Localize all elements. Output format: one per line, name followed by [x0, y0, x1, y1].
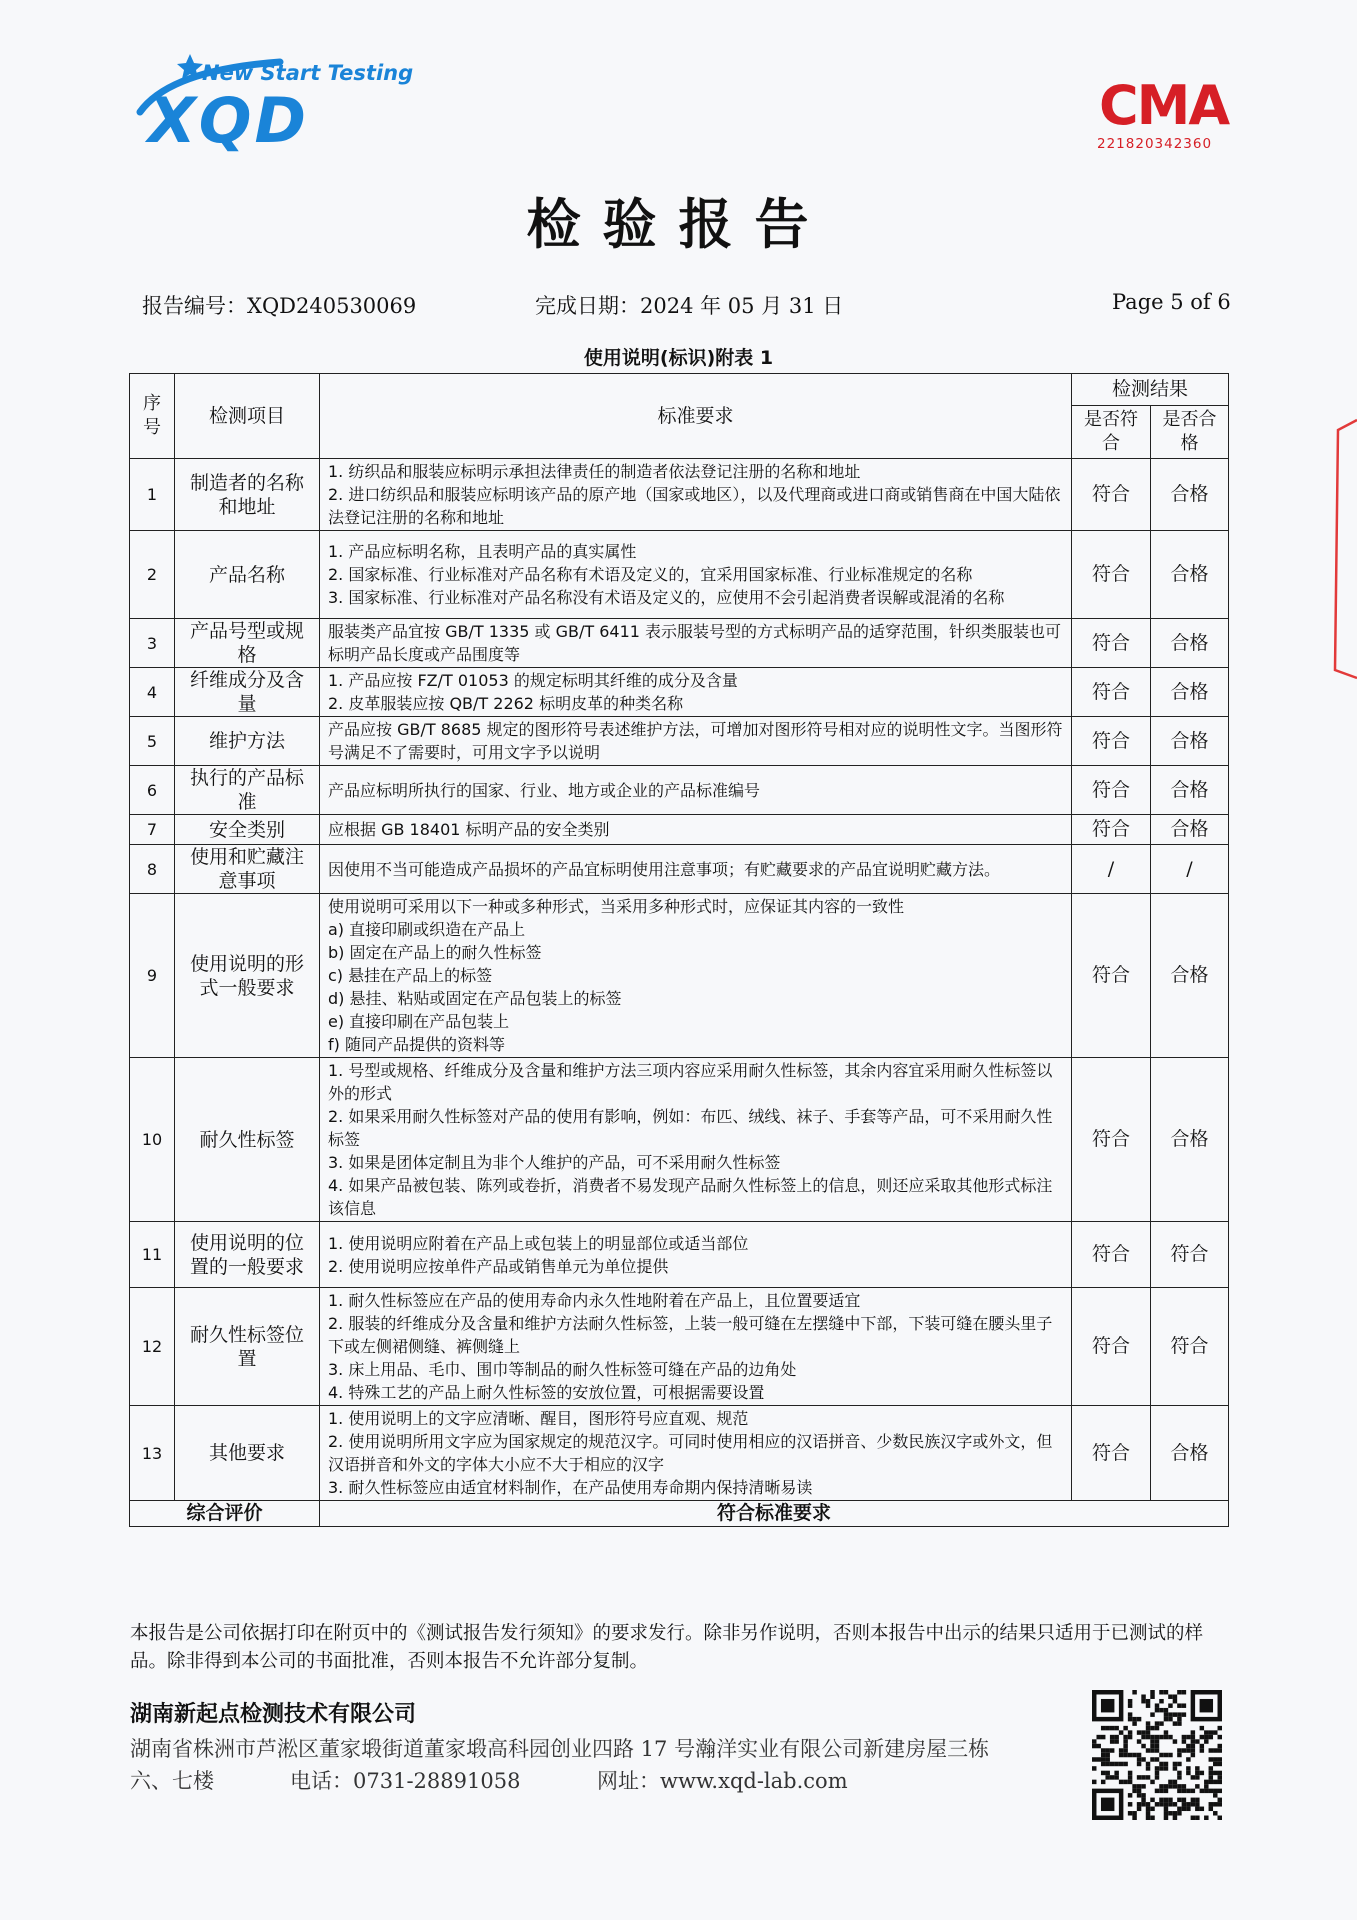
row-qualified: 合格: [1151, 668, 1229, 717]
requirement-line: b) 固定在产品上的耐久性标签: [328, 943, 542, 962]
completion-date: 完成日期：2024 年 05 月 31 日: [535, 294, 844, 318]
row-qualified: 符合: [1151, 1222, 1229, 1288]
row-number: 2: [130, 531, 175, 619]
row-requirement: [320, 717, 1072, 766]
row-number: 1: [130, 459, 175, 531]
row-qualified: 合格: [1151, 717, 1229, 766]
row-conform: 符合: [1072, 1058, 1151, 1222]
header-no: 序号: [130, 374, 175, 459]
requirement-line: 1. 号型或规格、纤维成分及含量和维护方法三项内容应采用耐久性标签，其余内容宜采用耐久性标签以外的形式: [328, 1061, 1053, 1103]
row-qualified: 合格: [1151, 894, 1229, 1058]
row-number: 3: [130, 619, 175, 668]
row-conform: 符合: [1072, 815, 1151, 845]
website: 网址：www.xqd-lab.com: [597, 1769, 848, 1793]
row-requirement: [320, 531, 1072, 619]
row-conform: 符合: [1072, 717, 1151, 766]
row-conform: 符合: [1072, 459, 1151, 531]
header-item: 检测项目: [175, 374, 320, 459]
row-qualified: 合格: [1151, 1406, 1229, 1501]
requirement-line: 2. 国家标准、行业标准对产品名称有术语及定义的，宜采用国家标准、行业标准规定的名称: [328, 565, 973, 584]
row-qualified: 合格: [1151, 815, 1229, 845]
row-number: 4: [130, 668, 175, 717]
requirement-line: 2. 使用说明所用文字应为国家规定的规范汉字。可同时使用相应的汉语拼音、少数民族汉字或外文，但汉语拼音和外文的字体大小应不大于相应的汉字: [328, 1432, 1053, 1474]
requirement-line: d) 悬挂、粘贴或固定在产品包装上的标签: [328, 989, 622, 1008]
row-qualified: /: [1151, 845, 1229, 894]
row-item: 使用说明的位置的一般要求: [175, 1222, 320, 1288]
row-number: 11: [130, 1222, 175, 1288]
svg-text:CMA: CMA: [1099, 74, 1229, 137]
row-number: 9: [130, 894, 175, 1058]
row-conform: 符合: [1072, 894, 1151, 1058]
table-caption: 使用说明(标识)附表 1: [583, 347, 774, 369]
row-number: 6: [130, 766, 175, 815]
requirement-line: 使用说明可采用以下一种或多种形式，当采用多种形式时，应保证其内容的一致性: [328, 897, 905, 916]
requirement-line: 2. 服装的纤维成分及含量和维护方法耐久性标签，上装一般可缝在左摆缝中下部，下装可缝在腰头里子下或左侧裙侧缝、裤侧缝上: [328, 1314, 1053, 1356]
requirement-line: 1. 纺织品和服装应标明示承担法律责任的制造者依法登记注册的名称和地址: [328, 462, 861, 481]
svg-text:New Start Testing: New Start Testing: [202, 61, 414, 85]
svg-text:XQD: XQD: [148, 84, 309, 157]
row-qualified: 符合: [1151, 1288, 1229, 1406]
row-conform: 符合: [1072, 766, 1151, 815]
requirement-line: 2. 如果采用耐久性标签对产品的使用有影响，例如：布匹、绒线、袜子、手套等产品，可不采用耐久性标签: [328, 1107, 1053, 1149]
row-conform: 符合: [1072, 1406, 1151, 1501]
seam-stamp-fragment: [1332, 420, 1357, 680]
row-item: 其他要求: [175, 1406, 320, 1501]
company-address: 湖南省株洲市芦淞区董家塅街道董家塅高科园创业四路 17 号瀚洋实业有限公司新建房屋三栋: [130, 1737, 990, 1761]
summary-row: [130, 1501, 1229, 1527]
page-number: Page 5 of 6: [1112, 290, 1231, 314]
table-row: [130, 1288, 1229, 1406]
row-item: 制造者的名称和地址: [175, 459, 320, 531]
row-qualified: 合格: [1151, 459, 1229, 531]
row-item: 产品名称: [175, 531, 320, 619]
page-title: 检验报告: [526, 193, 831, 256]
table-row: [130, 459, 1229, 531]
requirement-line: 因使用不当可能造成产品损坏的产品宜标明使用注意事项；有贮藏要求的产品宜说明贮藏方法。: [328, 859, 1001, 879]
row-conform: 符合: [1072, 1222, 1151, 1288]
requirement-line: 服装类产品宜按 GB/T 1335 或 GB/T 6411 表示服装号型的方式标明产品的适穿范围，针织类服装也可标明产品长度或产品围度等: [328, 622, 1062, 664]
row-qualified: 合格: [1151, 531, 1229, 619]
report-number: 报告编号：XQD240530069: [142, 294, 417, 318]
requirement-line: 3. 国家标准、行业标准对产品名称没有术语及定义的，应使用不会引起消费者误解或混淆的名称: [328, 588, 1005, 607]
row-number: 7: [130, 815, 175, 845]
table-row: [130, 845, 1229, 894]
requirement-line: 3. 床上用品、毛巾、围巾等制品的耐久性标签可缝在产品的边角处: [328, 1360, 797, 1379]
requirement-line: 3. 耐久性标签应由适宜材料制作，在产品使用寿命期内保持清晰易读: [328, 1478, 813, 1497]
requirement-line: c) 悬挂在产品上的标签: [328, 966, 493, 985]
requirement-line: 1. 产品应标明名称，且表明产品的真实属性: [328, 542, 637, 561]
table-row: [130, 1058, 1229, 1222]
row-requirement: [320, 894, 1072, 1058]
table-row: [130, 668, 1229, 717]
requirement-line: 2. 皮革服装应按 QB/T 2262 标明皮革的种类名称: [328, 694, 684, 713]
requirement-line: f) 随同产品提供的资料等: [328, 1035, 505, 1054]
requirement-line: 1. 使用说明应附着在产品上或包装上的明显部位或适当部位: [328, 1233, 749, 1253]
row-requirement: [320, 1406, 1072, 1501]
table-row: [130, 717, 1229, 766]
summary-value: 符合标准要求: [320, 1501, 1229, 1527]
requirement-line: 2. 进口纺织品和服装应标明该产品的原产地（国家或地区），以及代理商或进口商或销售商在中国大陆依法登记注册的名称和地址: [328, 485, 1061, 527]
table-row: [130, 815, 1229, 845]
row-conform: 符合: [1072, 619, 1151, 668]
row-number: 5: [130, 717, 175, 766]
row-number: 12: [130, 1288, 175, 1406]
summary-label: 综合评价: [130, 1501, 320, 1527]
row-requirement: [320, 1288, 1072, 1406]
header-qualified: 是否合格: [1151, 406, 1229, 459]
report-notice: 本报告是公司依据打印在附页中的《测试报告发行须知》的要求发行。除非另作说明，否则本报告中出示的结果只适用于已测试的样品。除非得到本公司的书面批准，否则本报告不允许部分复制。: [130, 1623, 1204, 1672]
row-item: 维护方法: [175, 717, 320, 766]
row-item: 产品号型或规格: [175, 619, 320, 668]
header-result: 检测结果: [1072, 374, 1229, 406]
row-conform: 符合: [1072, 1288, 1151, 1406]
row-requirement: [320, 459, 1072, 531]
row-item: 执行的产品标准: [175, 766, 320, 815]
requirement-line: 产品应按 GB/T 8685 规定的图形符号表述维护方法，可增加对图形符号相对应的说明性文字。当图形符号满足不了需要时，可用文字予以说明: [328, 720, 1063, 762]
header-requirement: 标准要求: [320, 374, 1072, 459]
row-item: 耐久性标签位置: [175, 1288, 320, 1406]
requirement-line: 1. 耐久性标签应在产品的使用寿命内永久性地附着在产品上，且位置要适宜: [328, 1291, 861, 1310]
row-item: 使用说明的形式一般要求: [175, 894, 320, 1058]
requirement-line: 1. 使用说明上的文字应清晰、醒目，图形符号应直观、规范: [328, 1409, 749, 1428]
requirement-line: 2. 使用说明应按单件产品或销售单元为单位提供: [328, 1256, 669, 1276]
row-qualified: 合格: [1151, 766, 1229, 815]
row-number: 8: [130, 845, 175, 894]
inspection-table: [129, 373, 1229, 1527]
cma-seal-logo: [1095, 66, 1229, 156]
row-qualified: 合格: [1151, 619, 1229, 668]
row-qualified: 合格: [1151, 1058, 1229, 1222]
row-item: 纤维成分及含量: [175, 668, 320, 717]
row-item: 使用和贮藏注意事项: [175, 845, 320, 894]
requirement-line: 3. 如果是团体定制且为非个人维护的产品，可不采用耐久性标签: [328, 1153, 781, 1172]
row-number: 10: [130, 1058, 175, 1222]
table-row: [130, 619, 1229, 668]
header-conform: 是否符合: [1072, 406, 1151, 459]
row-requirement: [320, 668, 1072, 717]
company-name: 湖南新起点检测技术有限公司: [130, 1702, 417, 1727]
requirement-line: 4. 特殊工艺的产品上耐久性标签的安放位置，可根据需要设置: [328, 1383, 765, 1402]
row-number: 13: [130, 1406, 175, 1501]
row-requirement: [320, 766, 1072, 815]
row-item: 耐久性标签: [175, 1058, 320, 1222]
address-tail: 六、七楼: [130, 1769, 214, 1793]
phone: 电话：0731-28891058: [290, 1769, 521, 1793]
row-conform: 符合: [1072, 668, 1151, 717]
qr-code-icon: [1092, 1690, 1222, 1820]
row-conform: /: [1072, 845, 1151, 894]
row-requirement: [320, 1222, 1072, 1288]
requirement-line: 应根据 GB 18401 标明产品的安全类别: [328, 820, 610, 839]
company-logo: [130, 50, 414, 157]
requirement-line: e) 直接印刷在产品包装上: [328, 1012, 510, 1031]
table-row: [130, 894, 1229, 1058]
row-requirement: [320, 815, 1072, 845]
table-row: [130, 766, 1229, 815]
svg-text:221820342360: 221820342360: [1097, 136, 1213, 152]
row-requirement: [320, 1058, 1072, 1222]
row-requirement: [320, 845, 1072, 894]
requirement-line: a) 直接印刷或织造在产品上: [328, 920, 526, 939]
requirement-line: 产品应标明所执行的国家、行业、地方或企业的产品标准编号: [328, 780, 761, 800]
row-conform: 符合: [1072, 531, 1151, 619]
requirement-line: 4. 如果产品被包装、陈列或卷折，消费者不易发现产品耐久性标签上的信息，则还应采取其他形式标注该信息: [328, 1176, 1053, 1218]
table-row: [130, 531, 1229, 619]
table-row: [130, 1222, 1229, 1288]
table-row: [130, 1406, 1229, 1501]
row-requirement: [320, 619, 1072, 668]
requirement-line: 1. 产品应按 FZ/T 01053 的规定标明其纤维的成分及含量: [328, 671, 738, 690]
row-item: 安全类别: [175, 815, 320, 845]
